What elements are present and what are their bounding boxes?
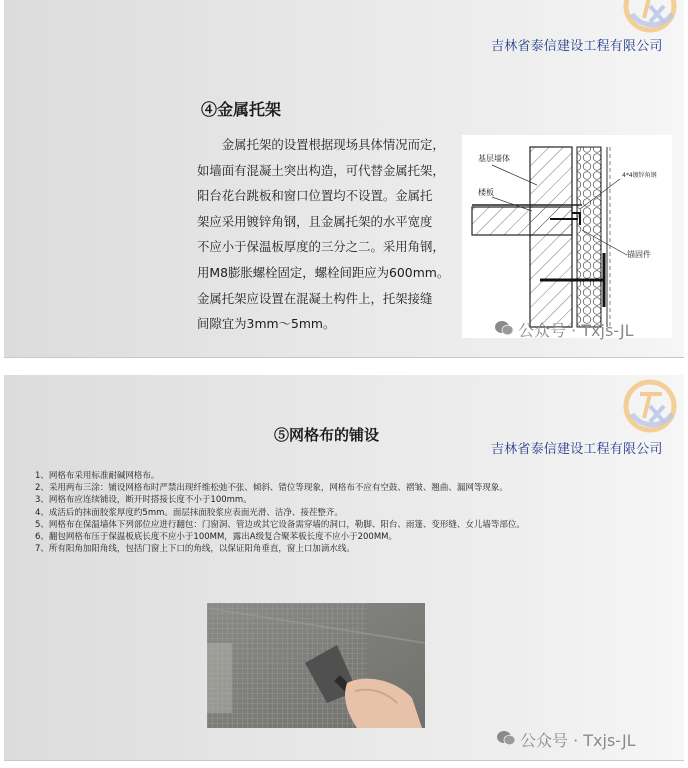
svg-text:锚固件: 锚固件 <box>627 250 651 259</box>
paragraph-line: 用M8膨胀螺栓固定，螺栓间距应为600mm。 <box>197 264 450 280</box>
mesh-requirements-list <box>35 470 525 555</box>
wechat-icon <box>496 730 516 750</box>
svg-text:基层墙体: 基层墙体 <box>478 154 510 163</box>
company-name: 吉林省泰信建设工程有限公司 <box>491 442 663 457</box>
list-item: 3、网格布应连续铺设，断开时搭接长度不小于100mm。 <box>35 495 252 506</box>
paragraph-line: 间隙宜为3mm～5mm。 <box>197 316 336 332</box>
mesh-plastering-photo <box>207 603 425 728</box>
watermark-text: 公众号 · Txjs-JL <box>518 321 634 340</box>
svg-text:楼板: 楼板 <box>478 188 494 197</box>
paragraph-line: 金属托架的设置根据现场具体情况而定， <box>221 137 445 152</box>
company-logo-icon <box>622 0 678 34</box>
paragraph-line: 如墙面有混凝土突出构造，可代替金属托架， <box>197 162 445 178</box>
paragraph-line: 不应小于保温板厚度的三分之二。采用角钢， <box>197 239 445 255</box>
photo-illustration-icon <box>207 603 425 728</box>
list-item: 2、采用两布三涂：铺设网格布时严禁出现纤维松弛不张、倾斜、错位等现象，网格布不应有空鼓、褶皱、翘曲、漏网等现象。 <box>35 483 508 494</box>
paragraph-line: 架应采用镀锌角钢，且金属托架的水平宽度 <box>197 213 433 229</box>
svg-text:4*4镀锌角钢: 4*4镀锌角钢 <box>622 172 657 179</box>
section-title: ④金属托架 <box>201 100 282 119</box>
list-item: 4、成活后的抹面胶浆厚度约5mm。面层抹面胶浆应表面光滑、洁净、接茬整齐。 <box>35 507 343 518</box>
list-item: 5、网格布在保温墙体下列部位应进行翻包：门窗洞、管边或其它设备需穿墙的洞口，勒脚、阳台、雨篷、变形缝、女儿墙等部位。 <box>35 519 525 530</box>
wechat-watermark <box>494 318 634 341</box>
section-paragraph <box>197 132 467 337</box>
company-logo-icon <box>622 378 678 434</box>
bracket-section-diagram <box>462 135 672 338</box>
wechat-watermark <box>496 728 636 751</box>
section-title: ⑤网格布的铺设 <box>274 426 380 444</box>
company-name: 吉林省泰信建设工程有限公司 <box>491 39 663 54</box>
paragraph-line: 阳台花台跳板和窗口位置均不设置。金属托 <box>197 188 433 204</box>
watermark-text: 公众号 · Txjs-JL <box>520 731 636 750</box>
wechat-icon <box>494 320 514 340</box>
list-item: 7、所有阳角加阳角线，包括门窗上下口的角线，以保证阳角垂直，窗上口加滴水线。 <box>35 544 355 555</box>
list-item: 1、网格布采用标准耐碱网格布。 <box>35 471 160 481</box>
bracket-drawing-icon <box>462 135 672 338</box>
list-item: 6、翻包网格布压于保温板底长度不应小于100MM，露出A级复合聚苯板长度不应小于200MM。 <box>35 532 398 543</box>
paragraph-line: 金属托架应设置在混凝土构件上，托架接缝 <box>197 290 433 306</box>
slide-metal-bracket <box>4 0 684 358</box>
